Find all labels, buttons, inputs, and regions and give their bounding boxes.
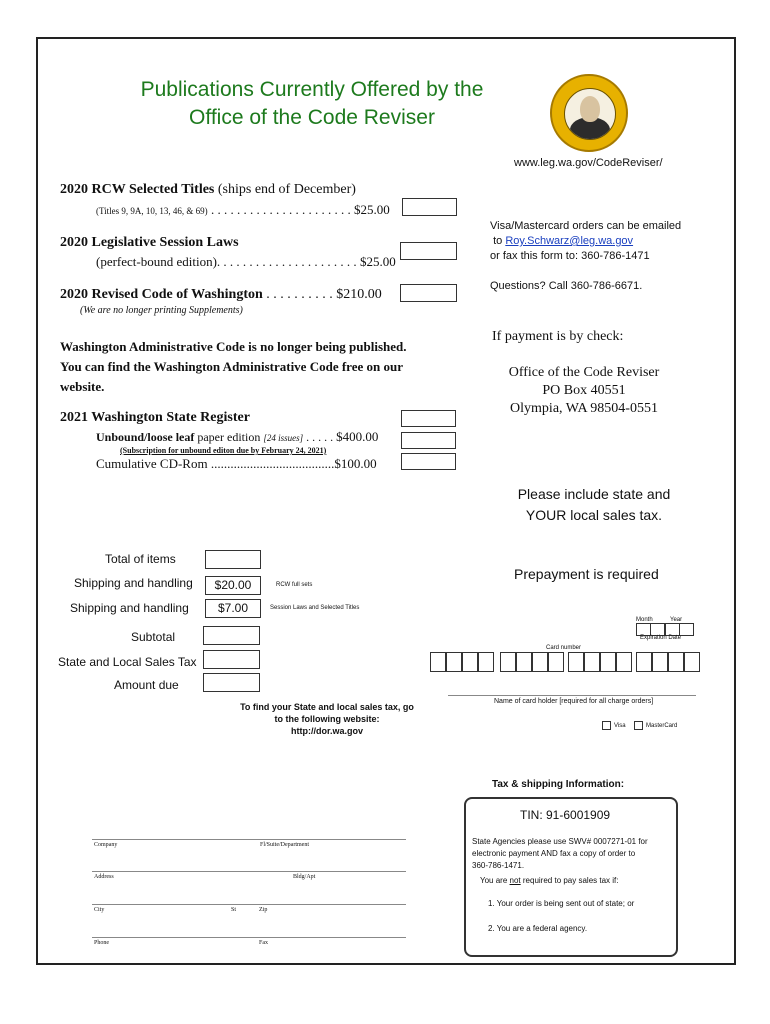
address-label: Address (94, 874, 114, 880)
card-digit[interactable] (462, 652, 478, 672)
total-items-label: Total of items (105, 552, 176, 566)
shipping-rcw-label: Shipping and handling (74, 576, 193, 590)
card-digit[interactable] (652, 652, 668, 672)
rcw-titles-line: (Titles 9, 9A, 10, 13, 46, & 69) . . . . . . . . . . . . . . . . . . . . . . $25.00 (96, 202, 390, 217)
cd-rom-qty-input[interactable] (401, 453, 456, 470)
month-label: Month (636, 617, 653, 623)
card-digit[interactable] (430, 652, 446, 672)
zip-label: Zip (259, 907, 268, 913)
prepayment-note: Prepayment is required (514, 566, 659, 582)
mailing-address: Office of the Code Reviser PO Box 40551 Olympia, WA 98504-0551 (508, 365, 660, 416)
shipping-session-note: Session Laws and Selected Titles (270, 605, 360, 611)
card-digit[interactable] (600, 652, 616, 672)
subtotal-input[interactable] (203, 626, 260, 645)
city-label: City (94, 907, 105, 913)
card-digit[interactable] (446, 652, 462, 672)
card-digit[interactable] (684, 652, 700, 672)
visa-info: Visa/Mastercard orders can be emailed to Roy.Schwarz@leg.wa.gov or fax this form to: 360-786-1471 (490, 220, 682, 262)
condition-1: 1. Your order is being sent out of state; or (488, 899, 635, 908)
website-url[interactable]: www.leg.wa.gov/CodeReviser/ (514, 157, 663, 169)
fl-suite-label: Fl/Suite/Department (260, 842, 309, 848)
page-title (112, 76, 512, 132)
fax-label: Fax (259, 940, 268, 946)
amount-due-label: Amount due (114, 678, 179, 692)
shipping-rcw-note: RCW full sets (276, 582, 313, 588)
sales-tax-input[interactable] (203, 650, 260, 669)
revised-code-qty-input[interactable] (400, 284, 457, 302)
shipping-session-value: $7.00 (205, 599, 261, 618)
not-required-note: You are not required to pay sales tax if: (480, 876, 619, 885)
tax-website-note: To find your State and local sales tax, go to the following website: http://dor.wa.gov (240, 702, 414, 736)
card-digit[interactable] (636, 652, 652, 672)
exp-year-2[interactable] (679, 623, 694, 636)
title-line-2: Office of the Code Reviser (189, 106, 435, 129)
session-laws-qty-input[interactable] (400, 242, 457, 260)
card-digit[interactable] (516, 652, 532, 672)
card-digit[interactable] (500, 652, 516, 672)
state-seal-icon (550, 74, 628, 152)
tax-shipping-heading: Tax & shipping Information: (492, 779, 625, 790)
year-label: Year (670, 617, 683, 623)
condition-2: 2. You are a federal agency. (488, 924, 588, 933)
bldg-label: Bldg/Apt (293, 874, 316, 880)
phone-line[interactable] (92, 937, 406, 938)
check-heading: If payment is by check: (492, 329, 624, 344)
card-digit[interactable] (616, 652, 632, 672)
card-holder-label: Name of card holder [required for all charge orders] (494, 698, 654, 705)
phone-label: Phone (94, 940, 109, 946)
expiration-label: Expiration Date (640, 635, 682, 641)
subtotal-label: Subtotal (131, 630, 176, 644)
session-laws-line: (perfect-bound edition). . . . . . . . . . . . . . . . . . . . . . $25.00 (96, 254, 396, 269)
card-digit[interactable] (532, 652, 548, 672)
title-line-1: Publications Currently Offered by the (140, 78, 484, 101)
visa-option[interactable]: Visa (602, 721, 626, 730)
wac-note: Washington Administrative Code is no longer being published. You can find the Washington Administrative Code free on our website. (60, 339, 407, 394)
register-heading: 2021 Washington State Register (60, 410, 250, 425)
card-digit[interactable] (478, 652, 494, 672)
tin-number: TIN: 91-6001909 (520, 808, 611, 822)
agencies-note: State Agencies please use SWV# 0007271-01 for electronic payment AND fax a copy of order to 360-786-1471. (472, 837, 648, 870)
register-unbound-qty-input[interactable] (401, 432, 456, 449)
register-qty-input[interactable] (401, 410, 456, 427)
sales-tax-note: Please include state and YOUR local sales tax. (517, 486, 671, 523)
card-digit[interactable] (548, 652, 564, 672)
email-link[interactable]: Roy.Schwarz@leg.wa.gov (505, 235, 634, 247)
register-unbound-line: Unbound/loose leaf paper edition [24 issues] . . . . . $400.00 (96, 429, 379, 444)
tin-info-box (464, 797, 678, 957)
questions-line: Questions? Call 360-786-6671. (490, 280, 643, 292)
address-line[interactable] (92, 871, 406, 872)
shipping-rcw-value: $20.00 (205, 576, 261, 595)
subscription-note: (Subscription for unbound editon due by February 24, 2021) (120, 446, 327, 455)
rcw-titles-qty-input[interactable] (402, 198, 457, 216)
revised-code-line: 2020 Revised Code of Washington . . . . . . . . . . $210.00 (60, 287, 382, 302)
total-items-input[interactable] (205, 550, 261, 569)
rcw-titles-heading: 2020 RCW Selected Titles (ships end of December) (60, 182, 356, 197)
session-laws-heading: 2020 Legislative Session Laws (60, 235, 239, 250)
card-number-label: Card number (546, 645, 582, 651)
company-label: Company (94, 842, 118, 848)
company-line[interactable] (92, 839, 406, 840)
card-digit[interactable] (668, 652, 684, 672)
supplements-note: (We are no longer printing Supplements) (80, 305, 243, 316)
card-holder-line[interactable] (448, 695, 696, 696)
shipping-session-label: Shipping and handling (70, 601, 189, 615)
mastercard-option[interactable]: MasterCard (634, 721, 677, 730)
state-label: St (231, 907, 237, 913)
card-digit[interactable] (584, 652, 600, 672)
cd-rom-line: Cumulative CD-Rom ......................................$100.00 (96, 456, 377, 471)
card-digit[interactable] (568, 652, 584, 672)
amount-due-input[interactable] (203, 673, 260, 692)
city-line[interactable] (92, 904, 406, 905)
sales-tax-label: State and Local Sales Tax (58, 655, 197, 669)
